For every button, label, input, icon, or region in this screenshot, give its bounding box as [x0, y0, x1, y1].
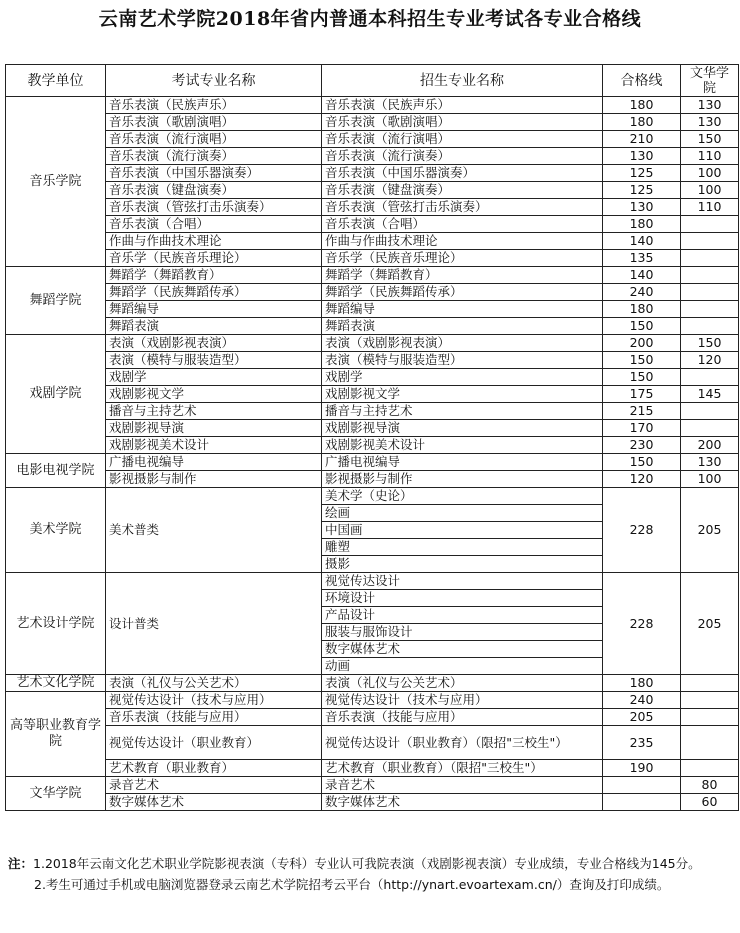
wenhua-score-cell — [681, 709, 739, 726]
major-name-cell: 数字媒体艺术 — [322, 794, 603, 811]
wenhua-score-cell — [681, 267, 739, 284]
unit-cell: 音乐学院 — [6, 97, 106, 267]
major-name-cell: 音乐表演（民族声乐） — [322, 97, 603, 114]
unit-cell: 艺术设计学院 — [6, 573, 106, 675]
wenhua-score-cell — [681, 692, 739, 709]
table-row — [6, 301, 739, 318]
major-name-cell: 音乐表演（流行演奏） — [322, 148, 603, 165]
score-cell: 205 — [603, 709, 681, 726]
table-row — [6, 250, 739, 267]
major-name-cell: 视觉传达设计（技术与应用） — [322, 692, 603, 709]
score-cell: 240 — [603, 692, 681, 709]
major-name-cell: 播音与主持艺术 — [322, 403, 603, 420]
exam-name-cell: 音乐表演（流行演唱） — [106, 131, 322, 148]
major-name-cell: 音乐表演（技能与应用） — [322, 709, 603, 726]
table-row — [6, 131, 739, 148]
score-cell: 228 — [603, 488, 681, 573]
exam-name-cell: 表演（戏剧影视表演） — [106, 335, 322, 352]
exam-name-cell: 戏剧影视文学 — [106, 386, 322, 403]
score-cell: 170 — [603, 420, 681, 437]
score-cell: 180 — [603, 301, 681, 318]
major-name-cell: 环境设计 — [322, 590, 603, 607]
score-cell: 200 — [603, 335, 681, 352]
exam-name-cell: 作曲与作曲技术理论 — [106, 233, 322, 250]
table-row — [6, 165, 739, 182]
score-cell — [603, 777, 681, 794]
score-cell: 228 — [603, 573, 681, 675]
note-1-text: 1.2018年云南文化艺术职业学院影视表演（专科）专业认可我院表演（戏剧影视表演）专业成绩，专业合格线为145分。 — [33, 856, 701, 871]
table-row — [6, 471, 739, 488]
score-cell: 125 — [603, 182, 681, 199]
table-row — [6, 709, 739, 726]
major-name-cell: 广播电视编导 — [322, 454, 603, 471]
major-name-cell: 动画 — [322, 658, 603, 675]
wenhua-score-cell — [681, 726, 739, 760]
major-name-cell: 表演（模特与服装造型） — [322, 352, 603, 369]
wenhua-score-cell: 130 — [681, 97, 739, 114]
exam-name-cell: 美术普类 — [106, 488, 322, 573]
score-cell: 235 — [603, 726, 681, 760]
major-name-cell: 舞蹈学（舞蹈教育） — [322, 267, 603, 284]
exam-name-cell: 音乐表演（管弦打击乐演奏） — [106, 199, 322, 216]
wenhua-score-cell: 60 — [681, 794, 739, 811]
wenhua-score-cell: 145 — [681, 386, 739, 403]
major-name-cell: 戏剧影视文学 — [322, 386, 603, 403]
exam-name-cell: 舞蹈编导 — [106, 301, 322, 318]
header-score: 合格线 — [603, 65, 681, 97]
score-table — [5, 64, 739, 811]
score-cell: 210 — [603, 131, 681, 148]
header-wenhua: 文华学院 — [681, 65, 739, 97]
score-cell: 140 — [603, 267, 681, 284]
header-exam: 考试专业名称 — [106, 65, 322, 97]
unit-cell: 舞蹈学院 — [6, 267, 106, 335]
wenhua-score-cell: 120 — [681, 352, 739, 369]
table-row — [6, 777, 739, 794]
table-row — [6, 318, 739, 335]
table-row — [6, 114, 739, 131]
major-name-cell: 音乐表演（键盘演奏） — [322, 182, 603, 199]
exam-name-cell: 视觉传达设计（技术与应用） — [106, 692, 322, 709]
exam-name-cell: 舞蹈学（舞蹈教育） — [106, 267, 322, 284]
score-cell: 180 — [603, 216, 681, 233]
table-row — [6, 386, 739, 403]
wenhua-score-cell: 100 — [681, 471, 739, 488]
notes — [8, 853, 736, 895]
score-cell: 240 — [603, 284, 681, 301]
score-cell: 150 — [603, 454, 681, 471]
major-name-cell: 舞蹈编导 — [322, 301, 603, 318]
exam-name-cell: 音乐表演（民族声乐） — [106, 97, 322, 114]
wenhua-score-cell — [681, 301, 739, 318]
major-name-cell: 数字媒体艺术 — [322, 641, 603, 658]
major-name-cell: 音乐学（民族音乐理论） — [322, 250, 603, 267]
major-name-cell: 视觉传达设计（职业教育）（限招"三校生"） — [322, 726, 603, 760]
table-row — [6, 488, 739, 505]
wenhua-score-cell — [681, 420, 739, 437]
table-row — [6, 233, 739, 250]
major-name-cell: 戏剧影视导演 — [322, 420, 603, 437]
table-row — [6, 420, 739, 437]
unit-cell: 戏剧学院 — [6, 335, 106, 454]
major-name-cell: 产品设计 — [322, 607, 603, 624]
wenhua-score-cell: 150 — [681, 335, 739, 352]
wenhua-score-cell: 200 — [681, 437, 739, 454]
exam-name-cell: 戏剧影视美术设计 — [106, 437, 322, 454]
wenhua-score-cell — [681, 284, 739, 301]
score-cell — [603, 794, 681, 811]
major-name-cell: 影视摄影与制作 — [322, 471, 603, 488]
major-name-cell: 录音艺术 — [322, 777, 603, 794]
table-row — [6, 267, 739, 284]
wenhua-score-cell — [681, 216, 739, 233]
unit-cell: 美术学院 — [6, 488, 106, 573]
score-cell: 130 — [603, 199, 681, 216]
wenhua-score-cell — [681, 233, 739, 250]
unit-cell: 高等职业教育学院 — [6, 692, 106, 777]
exam-name-cell: 表演（模特与服装造型） — [106, 352, 322, 369]
score-cell: 215 — [603, 403, 681, 420]
score-cell: 130 — [603, 148, 681, 165]
wenhua-score-cell: 205 — [681, 573, 739, 675]
major-name-cell: 舞蹈学（民族舞蹈传承） — [322, 284, 603, 301]
table-row — [6, 97, 739, 114]
exam-name-cell: 戏剧学 — [106, 369, 322, 386]
wenhua-score-cell — [681, 250, 739, 267]
table-row — [6, 199, 739, 216]
wenhua-score-cell — [681, 760, 739, 777]
wenhua-score-cell — [681, 675, 739, 692]
wenhua-score-cell — [681, 403, 739, 420]
wenhua-score-cell: 150 — [681, 131, 739, 148]
exam-name-cell: 舞蹈表演 — [106, 318, 322, 335]
major-name-cell: 表演（戏剧影视表演） — [322, 335, 603, 352]
score-cell: 150 — [603, 318, 681, 335]
exam-name-cell: 戏剧影视导演 — [106, 420, 322, 437]
header-major: 招生专业名称 — [322, 65, 603, 97]
exam-name-cell: 艺术教育（职业教育） — [106, 760, 322, 777]
score-cell: 180 — [603, 114, 681, 131]
header-unit: 教学单位 — [6, 65, 106, 97]
table-row — [6, 760, 739, 777]
wenhua-score-cell: 130 — [681, 114, 739, 131]
table-row — [6, 454, 739, 471]
unit-cell: 艺术文化学院 — [6, 675, 106, 692]
major-name-cell: 音乐表演（流行演唱） — [322, 131, 603, 148]
major-name-cell: 戏剧影视美术设计 — [322, 437, 603, 454]
major-name-cell: 音乐表演（中国乐器演奏） — [322, 165, 603, 182]
note-2: 2.考生可通过手机或电脑浏览器登录云南艺术学院招考云平台（http://ynart.evoartexam.cn/）查询及打印成绩。 — [34, 877, 670, 892]
wenhua-score-cell — [681, 369, 739, 386]
wenhua-score-cell: 205 — [681, 488, 739, 573]
table-row — [6, 403, 739, 420]
table-row — [6, 216, 739, 233]
exam-name-cell: 录音艺术 — [106, 777, 322, 794]
exam-name-cell: 广播电视编导 — [106, 454, 322, 471]
major-name-cell: 摄影 — [322, 556, 603, 573]
document-title: 云南艺术学院2018年省内普通本科招生专业考试各专业合格线 — [98, 8, 642, 30]
wenhua-score-cell: 130 — [681, 454, 739, 471]
table-row — [6, 726, 739, 760]
major-name-cell: 音乐表演（合唱） — [322, 216, 603, 233]
notes-label: 注： — [8, 856, 34, 871]
exam-name-cell: 音乐表演（键盘演奏） — [106, 182, 322, 199]
score-cell: 230 — [603, 437, 681, 454]
table-row — [6, 573, 739, 590]
score-cell: 180 — [603, 675, 681, 692]
major-name-cell: 音乐表演（歌剧演唱） — [322, 114, 603, 131]
unit-cell: 文华学院 — [6, 777, 106, 811]
major-name-cell: 中国画 — [322, 522, 603, 539]
exam-name-cell: 视觉传达设计（职业教育） — [106, 726, 322, 760]
table-row — [6, 437, 739, 454]
major-name-cell: 舞蹈表演 — [322, 318, 603, 335]
table-row — [6, 148, 739, 165]
wenhua-score-cell — [681, 318, 739, 335]
score-cell: 135 — [603, 250, 681, 267]
note-1 — [8, 853, 736, 874]
exam-name-cell: 表演（礼仪与公关艺术） — [106, 675, 322, 692]
wenhua-score-cell: 110 — [681, 199, 739, 216]
wenhua-score-cell: 110 — [681, 148, 739, 165]
exam-name-cell: 音乐表演（中国乐器演奏） — [106, 165, 322, 182]
table-row — [6, 352, 739, 369]
major-name-cell: 美术学（史论） — [322, 488, 603, 505]
wenhua-score-cell: 100 — [681, 165, 739, 182]
table-row — [6, 182, 739, 199]
major-name-cell: 绘画 — [322, 505, 603, 522]
score-cell: 140 — [603, 233, 681, 250]
major-name-cell: 视觉传达设计 — [322, 573, 603, 590]
exam-name-cell: 音乐表演（流行演奏） — [106, 148, 322, 165]
score-cell: 150 — [603, 352, 681, 369]
major-name-cell: 艺术教育（职业教育）（限招"三校生"） — [322, 760, 603, 777]
unit-cell: 电影电视学院 — [6, 454, 106, 488]
exam-name-cell: 舞蹈学（民族舞蹈传承） — [106, 284, 322, 301]
score-cell: 150 — [603, 369, 681, 386]
major-name-cell: 音乐表演（管弦打击乐演奏） — [322, 199, 603, 216]
major-name-cell: 作曲与作曲技术理论 — [322, 233, 603, 250]
table-row — [6, 794, 739, 811]
table-row — [6, 675, 739, 692]
score-cell: 190 — [603, 760, 681, 777]
major-name-cell: 表演（礼仪与公关艺术） — [322, 675, 603, 692]
major-name-cell: 戏剧学 — [322, 369, 603, 386]
table-row — [6, 692, 739, 709]
score-cell: 180 — [603, 97, 681, 114]
score-cell: 175 — [603, 386, 681, 403]
table-row — [6, 284, 739, 301]
exam-name-cell: 音乐表演（技能与应用） — [106, 709, 322, 726]
wenhua-score-cell: 80 — [681, 777, 739, 794]
exam-name-cell: 音乐学（民族音乐理论） — [106, 250, 322, 267]
wenhua-score-cell: 100 — [681, 182, 739, 199]
table-header-row — [6, 65, 739, 97]
table-row — [6, 369, 739, 386]
exam-name-cell: 音乐表演（歌剧演唱） — [106, 114, 322, 131]
major-name-cell: 服装与服饰设计 — [322, 624, 603, 641]
major-name-cell: 雕塑 — [322, 539, 603, 556]
exam-name-cell: 音乐表演（合唱） — [106, 216, 322, 233]
exam-name-cell: 播音与主持艺术 — [106, 403, 322, 420]
exam-name-cell: 数字媒体艺术 — [106, 794, 322, 811]
table-row — [6, 335, 739, 352]
score-cell: 120 — [603, 471, 681, 488]
score-cell: 125 — [603, 165, 681, 182]
exam-name-cell: 设计普类 — [106, 573, 322, 675]
exam-name-cell: 影视摄影与制作 — [106, 471, 322, 488]
